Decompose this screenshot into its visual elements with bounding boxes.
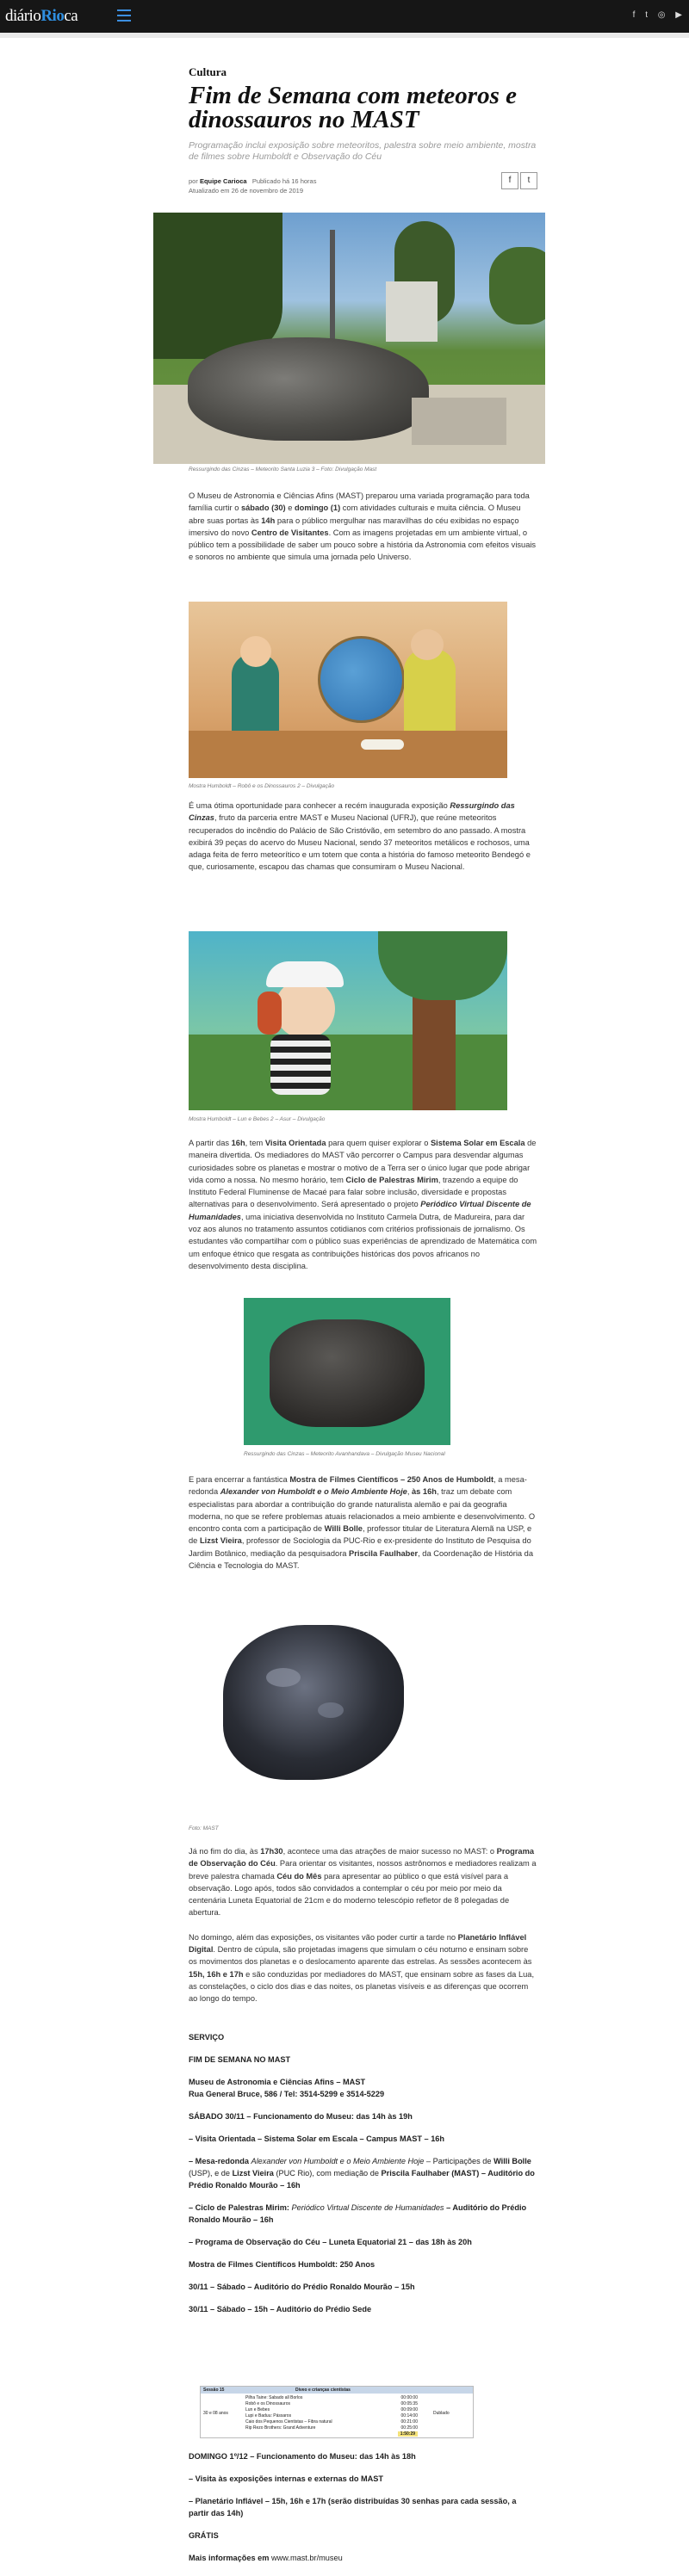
article-title: Fim de Semana com meteoros e dinossauros no MAST: [189, 82, 517, 133]
film-session-1: 30/11 – Sábado – Auditório do Prédio Ronaldo Mourão – 15h: [189, 2283, 415, 2291]
meteorite-avanhandava-photo: [244, 1298, 450, 1445]
saturday-item-lectures: – Ciclo de Palestras Mirim: Periódico Virtual Discente de Humanidades – Auditório do Prédio Ronaldo Mourão – 16h: [189, 2203, 527, 2224]
social-links: [625, 10, 682, 20]
share-twitter-button[interactable]: t: [520, 172, 537, 189]
dark-meteorite-photo: [189, 1599, 447, 1819]
film-session-2: 30/11 – Sábado – 15h – Auditório do Prédio Sede: [189, 2305, 372, 2313]
meteorite-photo: [153, 213, 545, 464]
sunday-hours: DOMINGO 1º/12 – Funcionamento do Museu: das 14h às 18h: [189, 2452, 416, 2461]
saturday-item-sky: – Programa de Observação do Céu – Luneta Equatorial 21 – das 18h às 20h: [189, 2238, 472, 2246]
menu-hamburger-icon[interactable]: [117, 9, 131, 22]
service-info-sunday: [189, 2450, 538, 2574]
logo-text-ca: ca: [64, 7, 78, 25]
table-row: Lun e Bebes 00:09:00: [245, 2407, 418, 2412]
table-venue: Dublado: [433, 2411, 450, 2416]
service-info: [189, 2031, 538, 2326]
article-meta: [189, 176, 538, 195]
youtube-icon[interactable]: ▶: [675, 10, 682, 20]
image-caption-1: Ressurgindo das Cinzas – Meteorito Santa Luzia 3 – Foto: Divulgação Mast: [189, 466, 377, 473]
paragraph-2: É uma ótima oportunidade para conhecer a recém inaugurada exposição Ressurgindo das Cinzas, fruto da parceria entre MAST e Museu Nacional (UFRJ), que reúne meteoritos recuperados do incêndio do Palácio de São Cristóvão, em setembro do ano passado. A mostra exibirá 39 peças do acervo do Museu Nacional, sendo 37 meteoritos metálicos e rochosos, uma adaga feita de ferro meteorítico e um totem que conta a história do famoso meteorito Bendegó e que, curiosamente, escapou das chamas que consumiram o Museu Nacional.: [189, 801, 531, 872]
table-total: 1:50:29: [245, 2431, 418, 2437]
service-heading: SERVIÇO: [189, 2033, 225, 2042]
top-navigation-bar: [0, 0, 689, 33]
table-row: Pilha Taine: Sabado all Borlos 00:00:00: [245, 2395, 418, 2400]
table-row: Rip Rezo Brothers: Grand Adventure 00:25:00: [245, 2425, 418, 2431]
author-name[interactable]: Equipe Carioca: [199, 177, 247, 185]
share-facebook-button[interactable]: f: [501, 172, 518, 189]
logo-text-rio: Rio: [40, 7, 65, 25]
table-heading-session: Sessão 15: [203, 2388, 225, 2393]
author-prefix: por: [189, 177, 198, 185]
paragraph-5: Já no fim do dia, às 17h30, acontece uma das atrações de maior sucesso no MAST: o Programa de Observação do Céu. Para orientar os visitantes, nossos astrônomos e mediadores realizam a breve palestra chamada Céu do Mês para apresentar ao público o que está visível para a observação. Logo após, todos são convidados a contemplar o céu por meio por meio da centenária Luneta Equatorial de 21cm e do moderno telescópio refletor de 8 polegadas de abertura. No domingo, além das exposições, os visitantes vão poder curtir a tarde no Planetário Inflável Digital. Dentro de cúpula, são projetadas imagens que simulam o céu noturno e ensinam sobre os movimentos dos planetas e o deslocamento aparente das estrelas. As sessões acontecem às 15h, 16h e 17h e são conduzidas por mediadores do MAST, que ensinam sobre as fases da Lua, as constelações, o ciclo dos dias e das noites, os planetas visíveis e as diferenças que ocorrem ao longo do tempo.: [189, 1847, 537, 2004]
image-caption-4: Ressurgindo das Cinzas – Meteorito Avanhandava – Divulgação Museu Nacional: [244, 1451, 445, 1457]
saturday-item-visit: – Visita Orientada – Sistema Solar em Escala – Campus MAST – 16h: [189, 2134, 445, 2143]
paragraph-4: E para encerrar a fantástica Mostra de Filmes Científicos – 250 Anos de Humboldt, a mesa-redonda Alexander von Humboldt e o Meio Ambiente Hoje, às 16h, traz um debate com especialistas para abordar a contribuição do grande naturalista alemão e pai da geografia moderna, no que se refere problemas atuais relacionados a meio ambiente e desenvolvimento. O encontro conta com a participação de Willi Bolle, professor titular de Literatura Alemã na USP, e de Lizst Vieira, professor de Sociologia da PUC-Rio e ex-presidente do Instituto de Pesquisa do Jardim Botânico, mediação da pesquisadora Priscila Faulhaber, da Coordenação de História da Ciência e Tecnologia do MAST.: [189, 1475, 536, 1571]
film-festival-title: Mostra de Filmes Científicos Humboldt: 250 Anos: [189, 2260, 376, 2269]
table-row: Caio dos Pequenos Cientistas – Fibra natural 00:21:00: [245, 2419, 418, 2425]
more-info: Mais informações em www.mast.br/museu: [189, 2554, 343, 2562]
updated-date: Atualizado em 26 de novembro de 2019: [189, 187, 304, 195]
sunday-item-exhibitions: – Visita às exposições internas e externas do MAST: [189, 2474, 384, 2483]
mast-website-link[interactable]: www.mast.br/museu: [271, 2554, 343, 2562]
service-subheading: FIM DE SEMANA NO MAST: [189, 2055, 291, 2064]
published-time: Publicado há 16 horas: [251, 177, 317, 185]
sunday-item-planetarium: – Planetário Inflável – 15h, 16h e 17h (serão distribuídas 30 senhas para cada sessão, a partir das 14h): [189, 2497, 517, 2517]
image-caption-2: Mostra Humboldt – Robô e os Dinossauros 2 – Divulgação: [189, 783, 335, 789]
image-caption-3: Mostra Humboldt – Lun e Bebes 2 – Asur – Divulgação: [189, 1116, 326, 1122]
saturday-hours: SÁBADO 30/11 – Funcionamento do Museu: das 14h às 19h: [189, 2112, 413, 2121]
table-date-label: 30 e 08 anos: [203, 2411, 228, 2416]
service-address: Museu de Astronomia e Ciências Afins – MAST Rua General Bruce, 586 / Tel: 3514-5299 e 3514-5229: [189, 2078, 385, 2098]
free-entry-label: GRÁTIS: [189, 2531, 219, 2540]
site-logo[interactable]: [5, 7, 78, 26]
paragraph-1: O Museu de Astronomia e Ciências Afins (MAST) preparou uma variada programação para toda família curtir o sábado (30) e domingo (1) com atividades culturais e muita ciência. O Museu abre suas portas às 14h para o público mergulhar nas maravilhas do céu exibidas no espaço imersivo do novo Centro de Visitantes. Com as imagens projetadas em um ambiente virtual, o público tem a possibilidade de saber um pouco sobre a história da Astronomia com efeitos visuais e sonoros no ambiente que simula uma jornada pelo Universo.: [189, 491, 537, 562]
article-subtitle: Programação inclui exposição sobre meteoritos, palestra sobre meio ambiente, mostra de filmes sobre Humboldt e Observação do Céu: [189, 140, 537, 162]
table-row: Lupi e Baduu: Pássaros 00:14:00: [245, 2413, 418, 2418]
cartoon-girl-forest-image: [189, 931, 507, 1110]
table-row: Robô e os Dinossauros 00:05:35: [245, 2401, 418, 2406]
logo-text-diario: diário: [5, 7, 41, 25]
section-label[interactable]: Cultura: [189, 65, 227, 78]
saturday-item-roundtable: – Mesa-redonda Alexander von Humboldt e o Meio Ambiente Hoje – Participações de Willi Bolle (USP), e de Lizst Vieira (PUC Rio), com mediação de Priscila Faulhaber (MAST) – Auditório do Prédio Ronaldo Mourão – 16h: [189, 2157, 535, 2190]
facebook-icon[interactable]: f: [632, 10, 636, 20]
paragraph-3: A partir das 16h, tem Visita Orientada para quem quiser explorar o Sistema Solar em Escala de maneira divertida. Os mediadores do MAST vão percorrer o Campus para desvendar algumas curiosidades sobre os planetas e mostrar o motivo de a Terra ser o único lugar que pode abrigar vida como a nossa. No mesmo horário, tem Ciclo de Palestras Mirim, trazendo a equipe do Instituto Federal Fluminense de Macaé para falar sobre inclusão, diversidade e propostas alternativas para o desenvolvimento. Será apresentado o projeto Periódico Virtual Discente de Humanidades, uma iniciativa desenvolvida no Instituto Carmela Dutra, de Madureira, para dar voz aos alunos no tratamento assuntos cotidianos com critérios profissionais de jornalismo. Os estudantes vão compartilhar com o público suas experiências de aprendizado de Matemática com um enfoque étnico que resgata as contribuições históricas dos povos africanos no desenvolvimento desta disciplina.: [189, 1139, 537, 1270]
film-schedule-table: [200, 2386, 474, 2438]
table-heading-title: Diveo e crianças cientistas: [295, 2388, 351, 2393]
header-divider: [0, 33, 689, 38]
cartoon-dinosaurs-image: [189, 602, 507, 778]
twitter-icon[interactable]: t: [645, 10, 648, 20]
instagram-icon[interactable]: ◎: [657, 10, 666, 20]
image-caption-5: Foto: MAST: [189, 1825, 219, 1832]
table-rows: [245, 2395, 418, 2437]
